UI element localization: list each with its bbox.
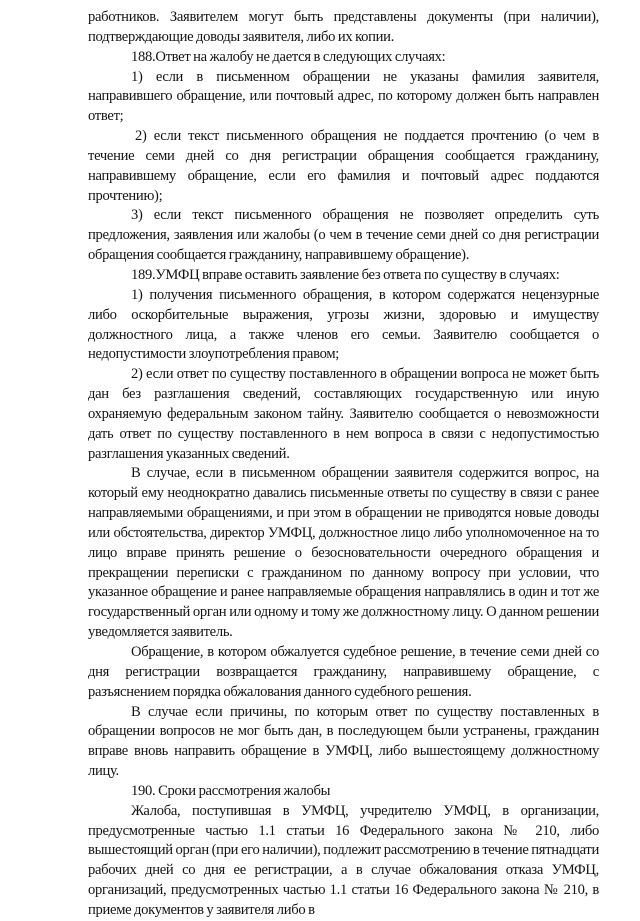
paragraph-190-heading: 190. Сроки рассмотрения жалобы <box>131 782 331 799</box>
paragraph-188-item-2: 2) если текст письменного обращения не поддается прочтению (о чем в течение семи дней со дня регистрации обращения сообщается гражданину, направившему обращение, если его фамилия и почтовый адрес поддаются прочтению); <box>88 128 599 204</box>
paragraph-188-item-3: 3) если текст письменного обращения не позволяет определить суть предложения, заявления или жалобы (о чем в течение семи дней со дня регистрации обращения сообщается гражданину, направившему обращение). <box>88 207 599 264</box>
paragraph-reapply: В случае если причины, по которым ответ по существу поставленных в обращении вопросов не мог быть дан, в последующем были устранены, гражданин вправе вновь направить обращение в УМФЦ, либо вышестоящему должностному лицу. <box>88 703 599 780</box>
paragraph-189-item-1: 1) получения письменного обращения, в котором содержатся нецензурные либо оскорбительные выражения, угрозы жизни, здоровью и имуществу должностного лица, а также членов его семьи. Заявителю сообщается о недопустимости злоупотребления правом; <box>88 286 599 363</box>
paragraph-189-item-2: 2) если ответ по существу поставленного в обращении вопроса не может быть дан без разглашения сведений, составляющих государственную или иную охраняемую федеральным законом тайну. Заявителю сообщается о невозможности дать ответ по существу поставленного в нем вопроса в связи с недопустимостью разглашения указанных сведений. <box>88 366 599 462</box>
paragraph-intro: работников. Заявителем могут быть представлены документы (при наличии), подтверждающие доводы заявителя, либо их копии. <box>88 9 599 45</box>
paragraph-188-item-1: 1) если в письменном обращении не указаны фамилия заявителя, направившего обращение, или почтовый адрес, по которому должен быть направлен ответ; <box>88 68 599 125</box>
document-text <box>88 8 599 921</box>
paragraph-190-body: Жалоба, поступившая в УМФЦ, учредителю УМФЦ, в организации, предусмотренные частью 1.1 статьи 16 Федерального закона № 210, либо вышестоящий орган (при его наличии), подлежит рассмотрению в течение пятнадцати рабочих дней со дня ее регистрации, а в случае обжалования отказа УМФЦ, организаций, предусмотренных частью 1.1 статьи 16 Федерального закона № 210, в приеме документов у заявителя либо в <box>88 802 599 918</box>
paragraph-repeated-appeal: В случае, если в письменном обращении заявителя содержится вопрос, на который ему неоднократно давались письменные ответы по существу в связи с ранее направляемыми обращениями, и при этом в обращении не приводятся новые доводы или обстоятельства, директор УМФЦ, должностное лицо либо уполномоченное на то лицо вправе принять решение о безосновательности очередного обращения и прекращении переписки с гражданином по данному вопросу при условии, что указанное обращение и ранее направляемые обращения направлялись в один и тот же государственный орган или одному и тому же должностному лицу. О данном решении уведомляется заявитель. <box>88 465 599 641</box>
paragraph-188-heading: 188.Ответ на жалобу не дается в следующих случаях: <box>131 48 446 65</box>
paragraph-court-decision: Обращение, в котором обжалуется судебное решение, в течение семи дней со дня регистрации возвращается гражданину, направившему обращение, с разъяснением порядка обжалования данного судебного решения. <box>88 644 599 700</box>
paragraph-189-heading: 189.УМФЦ вправе оставить заявление без ответа по существу в случаях: <box>131 266 560 283</box>
